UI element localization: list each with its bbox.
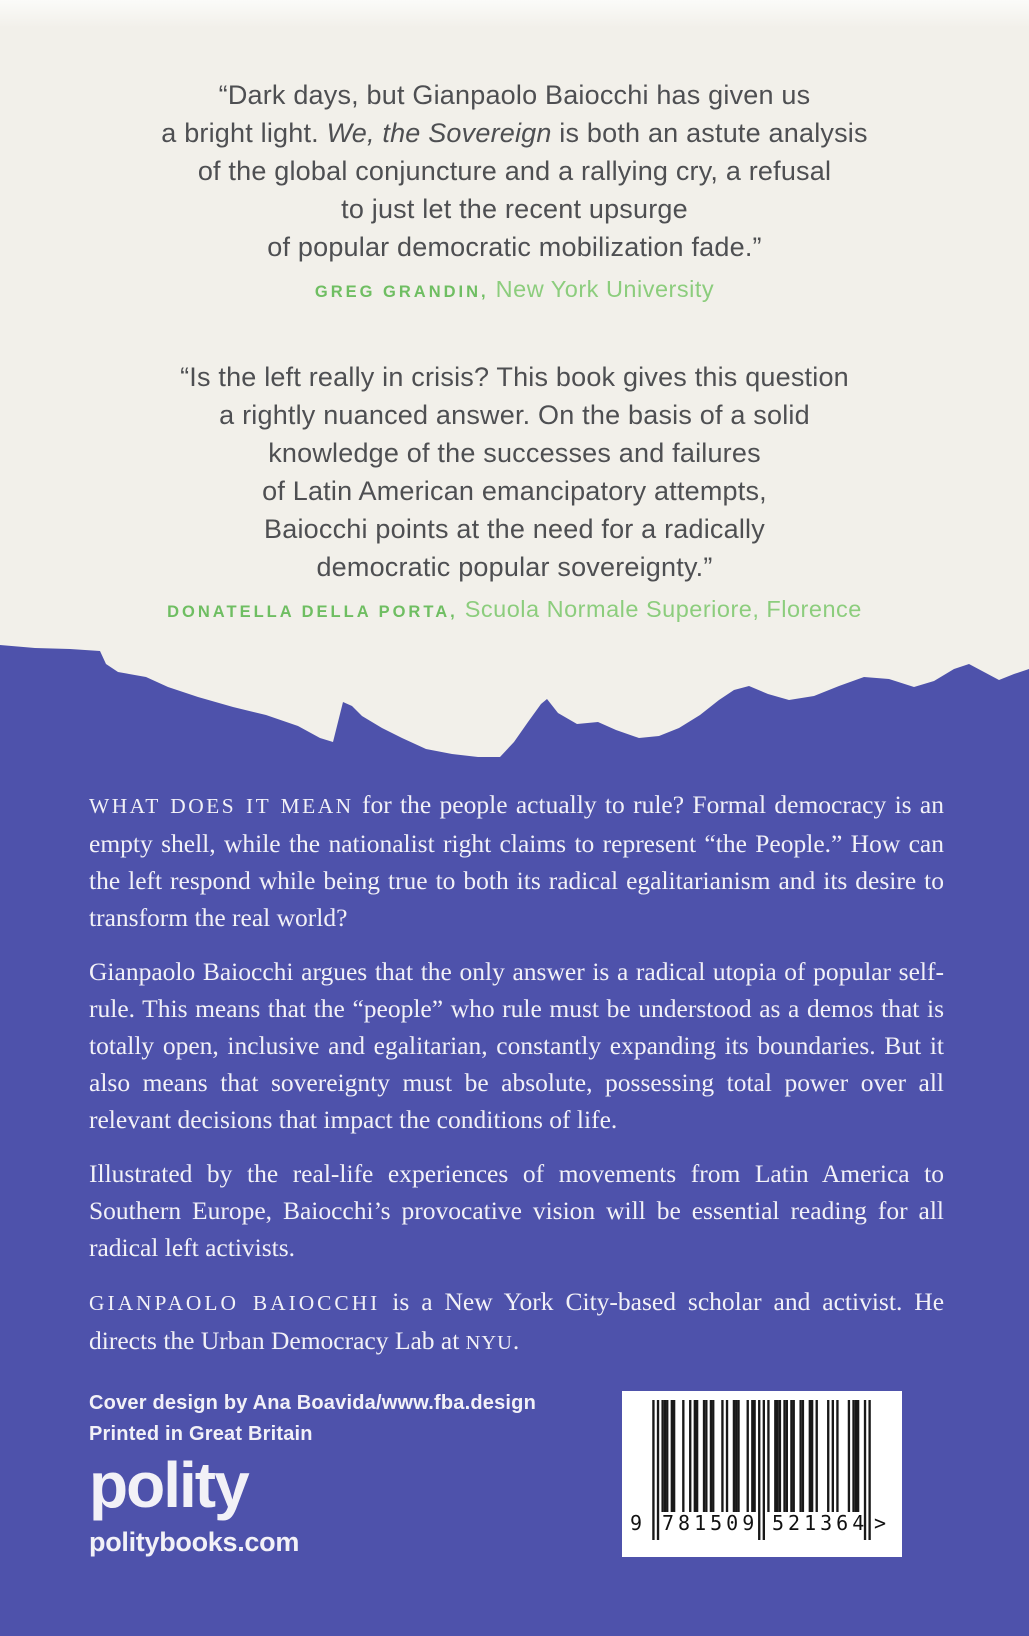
quote-line: democratic popular sovereignty.” [316, 552, 713, 582]
quote-line: a bright light. We, the Sovereign is both an astute analysis [161, 118, 868, 148]
torn-paper-edge [0, 620, 1029, 770]
author-name-smallcaps: GIANPAOLO BAIOCCHI [89, 1291, 381, 1315]
bio-text: is a New York City-based scholar and activist. He directs the Urban Democracy Lab at [89, 1287, 945, 1355]
quote-text [0, 76, 1029, 266]
paragraph-lead-smallcaps: WHAT DOES IT MEAN [89, 794, 354, 818]
isbn-digit-lead: 9 [630, 1511, 643, 1535]
quote-text [0, 358, 1029, 586]
quote-attribution [0, 272, 1029, 308]
isbn-barcode [622, 1391, 902, 1557]
quote-line: “Is the left really in crisis? This book gives this question [180, 362, 849, 392]
isbn-digit-group-1: 781509 [662, 1511, 759, 1535]
endorser-affiliation: Scuola Normale Superiore, Florence [457, 596, 862, 622]
blurb-paragraph-2: Gianpaolo Baiocchi argues that the only answer is a radical utopia of popular self-rule. This means that the “people” who rule must be understood as a demos that is totally open, inclusive and egalitarian, constantly expanding its boundaries. But it also means that sovereignty must be absolute, possessing total power over all relevant decisions that impact the conditions of life. [89, 957, 944, 1134]
endorsement-quote-2 [0, 358, 1029, 628]
quote-line: “Dark days, but Gianpaolo Baiocchi has given us [218, 80, 811, 110]
quote-line: knowledge of the successes and failures [268, 438, 761, 468]
publisher-website: politybooks.com [89, 1527, 300, 1557]
endorser-name: DONATELLA DELLA PORTA, [167, 603, 458, 621]
endorsement-quote-1 [0, 0, 1029, 308]
isbn-digit-group-2: 521364 [772, 1511, 869, 1535]
quote-line: to just let the recent upsurge [341, 194, 688, 224]
cover-design-credit: Cover design by Ana Boavida/www.fba.design [89, 1392, 537, 1414]
bio-period: . [512, 1326, 520, 1355]
endorser-name: GREG GRANDIN, [314, 283, 489, 301]
nyu-smallcaps: NYU [465, 1332, 513, 1354]
blurb-paragraph-3: Illustrated by the real-life experiences of movements from Latin America to Southern Europe, Baiocchi’s provocative vision will be essential reading for all radical left activists. [89, 1159, 944, 1262]
blurb-paragraph-1 [89, 786, 944, 936]
paragraph-text: for the people actually to rule? Formal democracy is an empty shell, while the nationalist right claims to represent “the People.” How can the left respond while being true to both its radical egalitarianism and its desire to transform the real world? [89, 790, 944, 932]
quote-line: of popular democratic mobilization fade.” [267, 232, 762, 262]
polity-logo: polity [89, 1449, 248, 1521]
quote-line: a rightly nuanced answer. On the basis of a solid [219, 400, 810, 430]
isbn-digit-tail: > [874, 1511, 887, 1535]
author-bio [89, 1283, 944, 1362]
quote-line: of Latin American emancipatory attempts, [262, 476, 767, 506]
printed-in-credit: Printed in Great Britain [89, 1423, 313, 1445]
endorser-affiliation: New York University [488, 276, 715, 302]
quote-line: of the global conjuncture and a rallying cry, a refusal [197, 156, 832, 186]
quote-line: Baiocchi points at the need for a radically [264, 514, 765, 544]
